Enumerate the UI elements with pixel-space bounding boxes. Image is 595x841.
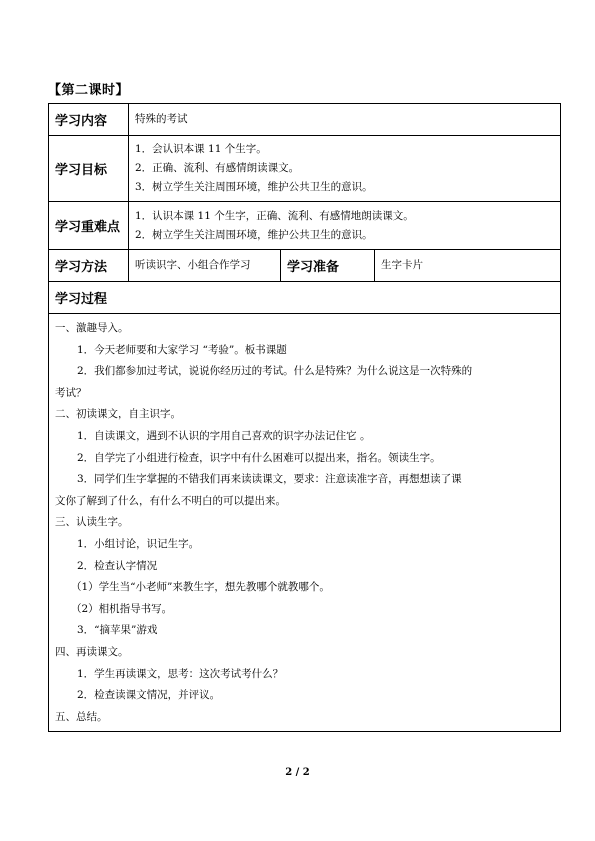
process-substep: （1）学生当“小老师”来教生字，想先教哪个就教哪个。 xyxy=(71,581,330,594)
page-number: 2 / 2 xyxy=(285,767,310,778)
goal-item: 2．正确、流利、有感情朗读课文。 xyxy=(135,162,300,174)
process-step: 1．今天老师要和大家学习 “考验”。板书课题 xyxy=(77,343,287,356)
process-heading: 一、激趣导入。 xyxy=(55,322,129,334)
process-heading: 五、总结。 xyxy=(55,710,108,723)
goal-item: 1．会认识本课 11 个生字。 xyxy=(135,143,267,155)
process-content xyxy=(49,314,561,732)
method-label: 学习方法 xyxy=(49,250,129,282)
process-step-continued: 考试？ xyxy=(55,386,87,399)
content-value: 特殊的考试 xyxy=(129,104,561,136)
process-label: 学习过程 xyxy=(49,282,561,314)
process-step: 2．检查认字情况 xyxy=(77,559,158,572)
prep-label: 学习准备 xyxy=(281,250,375,282)
process-header-row xyxy=(49,282,561,314)
process-step: 1．小组讨论，识记生字。 xyxy=(77,537,200,550)
content-label: 学习内容 xyxy=(49,104,129,136)
process-heading: 四、再读课文。 xyxy=(55,645,129,658)
keypoint-item: 2．树立学生关注周围环境，维护公共卫生的意识。 xyxy=(135,228,373,241)
process-heading: 二、初读课文，自主识字。 xyxy=(55,408,181,421)
keypoint-item: 1．认识本课 11 个生字，正确、流利、有感情地朗读课文。 xyxy=(135,209,414,222)
process-step-continued: 文你了解到了什么，有什么不明白的可以提出来。 xyxy=(55,494,286,507)
process-step: 1．自读课文，遇到不认识的字用自己喜欢的识字办法记住它 。 xyxy=(77,429,371,442)
process-substep: （2）相机指导书写。 xyxy=(71,602,173,615)
content-row xyxy=(49,104,561,136)
goals-row xyxy=(49,136,561,202)
process-step: 2．自学完了小组进行检查，识字中有什么困难可以提出来，指名。领读生字。 xyxy=(77,451,441,464)
goal-item: 3．树立学生关注周围环境，维护公共卫生的意识。 xyxy=(135,181,373,193)
process-step: 3．“摘苹果”游戏 xyxy=(77,624,158,637)
process-step: 1．学生再读课文，思考：这次考试考什么？ xyxy=(77,667,284,680)
keypoints-label: 学习重难点 xyxy=(49,202,129,250)
process-step: 2．检查读课文情况，并评议。 xyxy=(77,689,221,702)
prep-value: 生字卡片 xyxy=(375,250,561,282)
goals-list xyxy=(129,136,561,202)
keypoints-row xyxy=(49,202,561,250)
method-value: 听读识字、小组合作学习 xyxy=(129,250,281,282)
process-step: 3．同学们生字掌握的不错我们再来读读课文，要求：注意读准字音，再想想读了课 xyxy=(77,473,462,486)
process-heading: 三、认读生字。 xyxy=(55,516,129,529)
method-row xyxy=(49,250,561,282)
process-row xyxy=(49,314,561,732)
goals-label: 学习目标 xyxy=(49,136,129,202)
lesson-period-title: 【第二课时】 xyxy=(48,83,130,98)
lesson-plan-table xyxy=(48,103,561,732)
keypoints-list xyxy=(129,202,561,250)
process-step: 2．我们都参加过考试，说说你经历过的考试。什么是特殊？为什么说这是一次特殊的 xyxy=(77,365,473,378)
